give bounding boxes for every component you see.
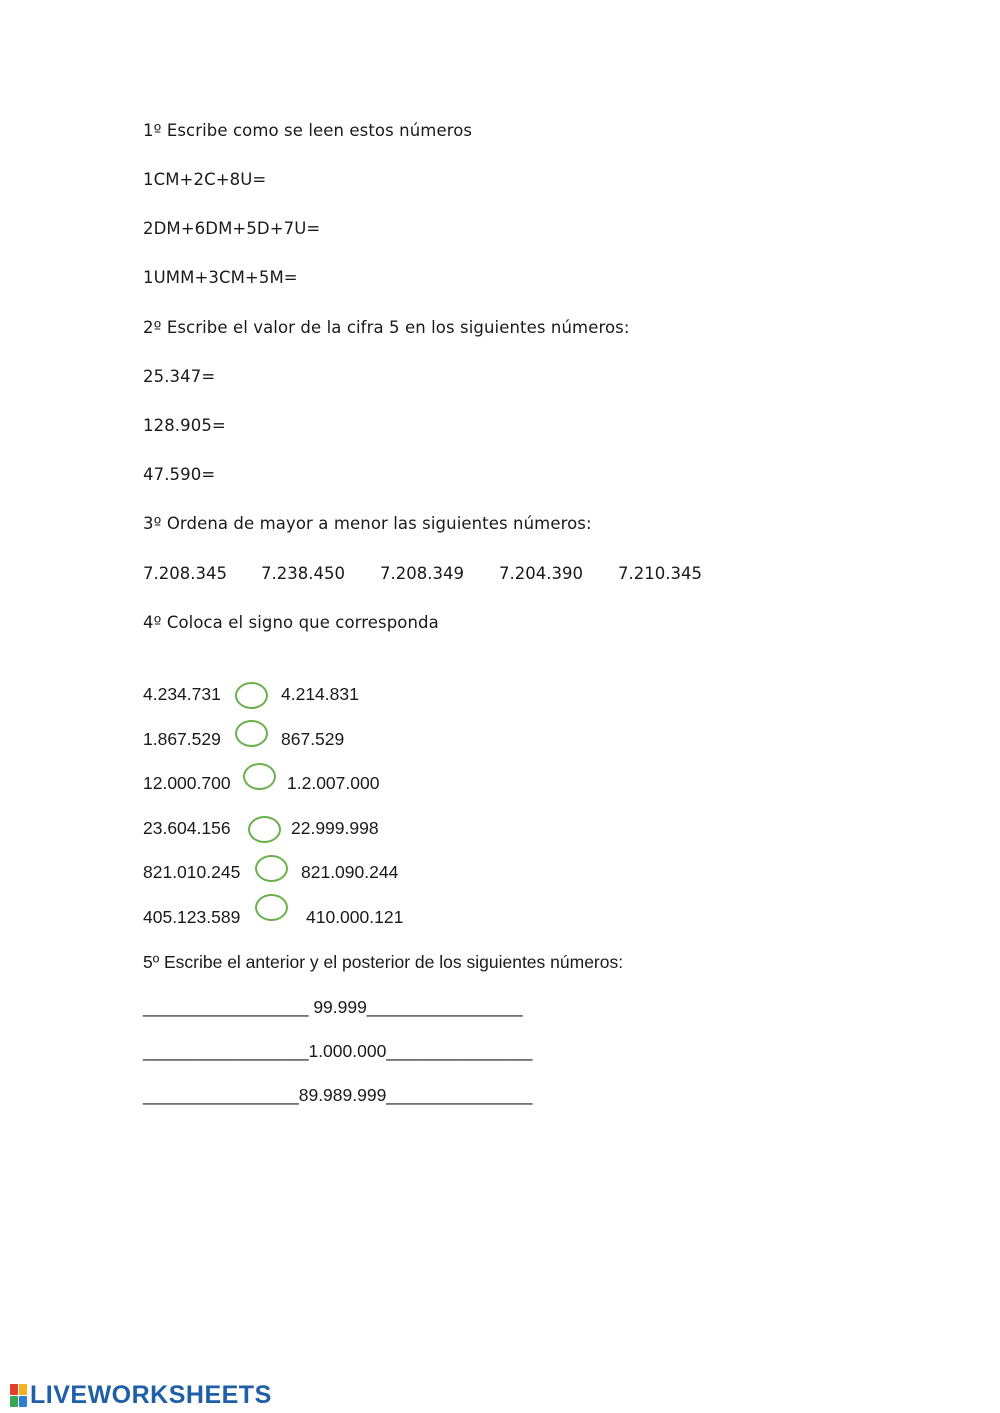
section2-item: 25.347= (143, 367, 216, 386)
compare-left: 821.010.245 (143, 862, 241, 882)
compare-right: 4.214.831 (281, 684, 359, 704)
sign-circle-input[interactable] (235, 720, 268, 747)
order-number: 7.208.345 (143, 564, 227, 583)
compare-left: 405.123.589 (143, 907, 241, 927)
section2-item: 128.905= (143, 416, 226, 435)
compare-left: 4.234.731 (143, 684, 221, 704)
section3-heading: 3º Ordena de mayor a menor las siguientes números: (143, 514, 592, 533)
sign-circle-input[interactable] (248, 816, 281, 843)
order-number: 7.208.349 (380, 564, 464, 583)
section1-item: 1CM+2C+8U= (143, 170, 267, 189)
sign-circle-input[interactable] (235, 682, 268, 709)
order-number: 7.238.450 (261, 564, 345, 583)
order-number: 7.210.345 (618, 564, 702, 583)
neighbor-line[interactable]: _________________1.000.000_______________ (143, 1041, 533, 1061)
section2-item: 47.590= (143, 465, 216, 484)
logo-blocks-icon (10, 1384, 27, 1407)
liveworksheets-logo (10, 1380, 272, 1410)
compare-left: 1.867.529 (143, 729, 221, 749)
section1-item: 2DM+6DM+5D+7U= (143, 219, 321, 238)
sign-circle-input[interactable] (255, 855, 288, 882)
compare-right: 22.999.998 (291, 818, 379, 838)
compare-right: 410.000.121 (306, 907, 404, 927)
section4-heading: 4º Coloca el signo que corresponda (143, 613, 439, 632)
sign-circle-input[interactable] (243, 763, 276, 790)
section5-heading: 5º Escribe el anterior y el posterior de los siguientes números: (143, 952, 624, 972)
compare-left: 12.000.700 (143, 773, 231, 793)
compare-left: 23.604.156 (143, 818, 231, 838)
brand-name: LIVEWORKSHEETS (30, 1380, 272, 1409)
sign-circle-input[interactable] (255, 894, 288, 921)
section1-heading: 1º Escribe como se leen estos números (143, 121, 473, 140)
neighbor-line[interactable]: _________________ 99.999________________ (143, 997, 523, 1017)
section1-item: 1UMM+3CM+5M= (143, 268, 298, 287)
order-number: 7.204.390 (499, 564, 583, 583)
neighbor-line[interactable]: ________________89.989.999_______________ (143, 1085, 533, 1105)
compare-right: 821.090.244 (301, 862, 399, 882)
section2-heading: 2º Escribe el valor de la cifra 5 en los siguientes números: (143, 318, 630, 337)
compare-right: 867.529 (281, 729, 345, 749)
compare-right: 1.2.007.000 (287, 773, 380, 793)
